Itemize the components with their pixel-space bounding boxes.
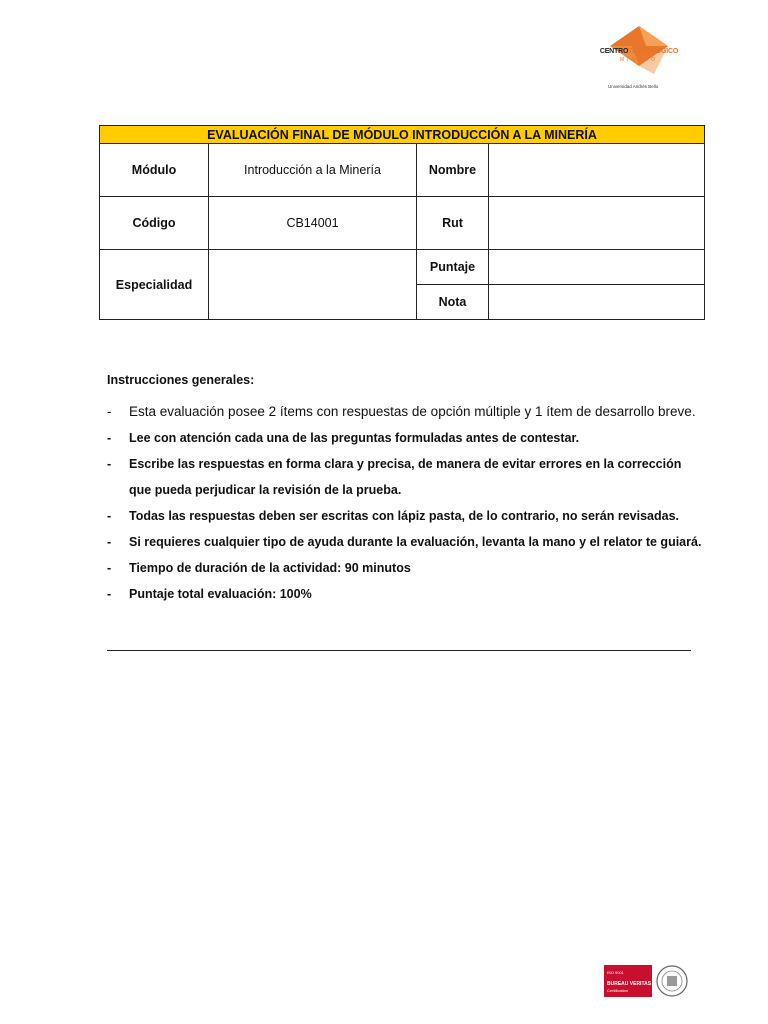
list-item: - Puntaje total evaluación: 100% <box>107 587 312 601</box>
svg-text:BUREAU VERITAS: BUREAU VERITAS <box>607 981 652 987</box>
puntaje-field[interactable] <box>489 250 705 285</box>
evaluation-info-table <box>99 125 705 320</box>
form-title: EVALUACIÓN FINAL DE MÓDULO INTRODUCCIÓN A LA MINERÍA <box>100 126 705 144</box>
centro-tecnologico-minero-logo <box>596 24 682 104</box>
seal-icon <box>657 966 687 996</box>
bureau-veritas-logo <box>604 963 694 999</box>
general-instructions <box>107 373 707 607</box>
nota-field[interactable] <box>489 285 705 320</box>
list-item: - Tiempo de duración de la actividad: 90 minutos <box>107 561 411 575</box>
instructions-list <box>107 399 707 607</box>
list-item: - Esta evaluación posee 2 ítems con respuestas de opción múltiple y 1 ítem de desarrollo breve. <box>107 404 696 419</box>
nombre-label: Nombre <box>417 144 489 197</box>
list-item: - Si requieres cualquier tipo de ayuda durante la evaluación, levanta la mano y el relator te guiará. <box>107 535 702 549</box>
especialidad-field[interactable] <box>209 250 417 320</box>
modulo-label: Módulo <box>100 144 209 197</box>
instructions-heading: Instrucciones generales: <box>107 373 255 387</box>
svg-text:ISO 9001: ISO 9001 <box>607 970 624 975</box>
logo-sub: MINERO <box>620 57 658 63</box>
nombre-field[interactable] <box>489 144 705 197</box>
svg-text:Certification: Certification <box>607 988 629 993</box>
nota-label: Nota <box>417 285 489 320</box>
puntaje-label: Puntaje <box>417 250 489 285</box>
codigo-value: CB14001 <box>209 197 417 250</box>
modulo-value: Introducción a la Minería <box>209 144 417 197</box>
codigo-label: Código <box>100 197 209 250</box>
list-item: - Lee con atención cada una de las preguntas formuladas antes de contestar. <box>107 431 580 445</box>
rut-field[interactable] <box>489 197 705 250</box>
list-item: - Todas las respuestas deben ser escritas con lápiz pasta, de lo contrario, no serán revisadas. <box>107 509 679 523</box>
rut-label: Rut <box>417 197 489 250</box>
separator-line <box>107 650 691 651</box>
logo-affiliation: Universidad Andrés Bello <box>608 84 659 89</box>
logo-name: CENTROTECNOLOGICO <box>599 48 679 55</box>
especialidad-label: Especialidad <box>100 250 209 320</box>
list-item: - Escribe las respuestas en forma clara y precisa, de manera de evitar errores en la corrección que pueda perjudicar la revisión de la prueba. <box>107 457 682 497</box>
